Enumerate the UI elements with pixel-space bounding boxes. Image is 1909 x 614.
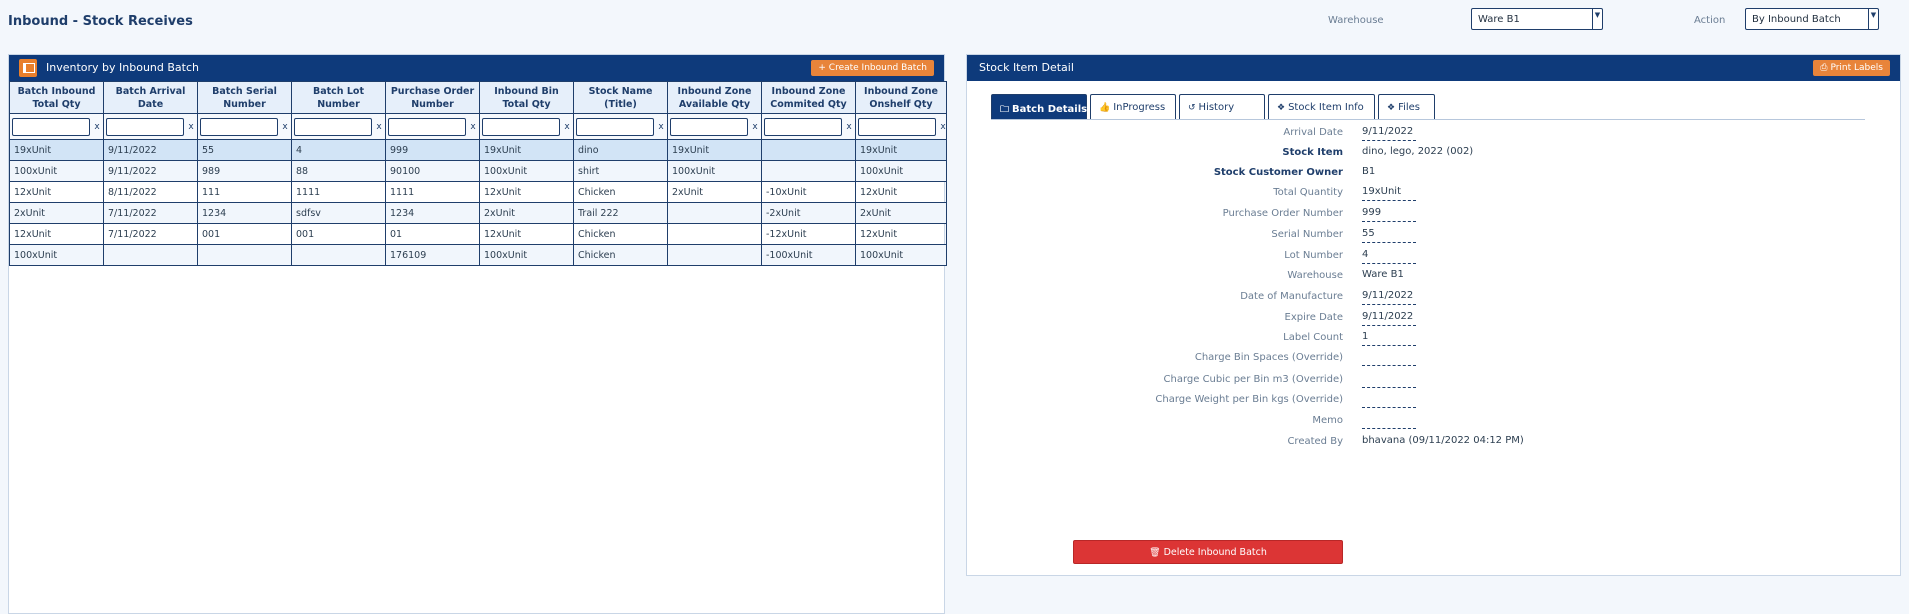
detail-label: Label Count <box>1283 332 1343 343</box>
table-cell: Chicken <box>574 245 668 266</box>
tab-label: Stock Item Info <box>1288 102 1364 113</box>
detail-label: Lot Number <box>1284 250 1343 261</box>
filter-cell <box>292 114 386 140</box>
table-cell: shirt <box>574 161 668 182</box>
table-cell: 1111 <box>386 182 480 203</box>
filter-input[interactable] <box>576 118 654 136</box>
table-cell <box>762 140 856 161</box>
editable-field[interactable]: 999 <box>1362 207 1416 222</box>
table-cell: 55 <box>198 140 292 161</box>
tab-batch-details[interactable] <box>991 94 1087 120</box>
table-cell: 999 <box>386 140 480 161</box>
detail-label: Expire Date <box>1284 312 1343 323</box>
table-cell: 100xUnit <box>856 245 947 266</box>
table-row[interactable] <box>10 245 947 266</box>
editable-field[interactable] <box>1362 393 1416 408</box>
table-cell: 12xUnit <box>480 182 574 203</box>
page-title: Inbound - Stock Receives <box>8 14 193 29</box>
table-cell: Trail 222 <box>574 203 668 224</box>
table-cell: 7/11/2022 <box>104 224 198 245</box>
table-row[interactable] <box>10 161 947 182</box>
table-cell: 100xUnit <box>480 245 574 266</box>
editable-field[interactable]: 55 <box>1362 228 1416 243</box>
table-cell: -100xUnit <box>762 245 856 266</box>
warehouse-select-value: Ware B1 <box>1478 14 1520 25</box>
thumbs-up-icon: 👍 <box>1099 103 1111 113</box>
column-header[interactable]: Batch Arrival Date <box>104 82 198 114</box>
detail-value: dino, lego, 2022 (002) <box>1362 146 1474 157</box>
table-cell: 90100 <box>386 161 480 182</box>
editable-field[interactable] <box>1362 373 1416 388</box>
filter-row <box>10 114 947 140</box>
table-cell <box>198 245 292 266</box>
filter-cell <box>856 114 947 140</box>
inventory-panel-header <box>9 55 944 81</box>
editable-field[interactable] <box>1362 414 1416 429</box>
create-inbound-batch-button[interactable]: + Create Inbound Batch <box>811 60 934 76</box>
table-cell <box>292 245 386 266</box>
files-icon: ❖ <box>1387 103 1396 113</box>
filter-input[interactable] <box>12 118 90 136</box>
boxes-icon: ❖ <box>1277 103 1286 113</box>
detail-label: Charge Cubic per Bin m3 (Override) <box>1163 374 1343 385</box>
chevron-down-icon: ▼ <box>1592 9 1602 29</box>
filter-input[interactable] <box>482 118 560 136</box>
clear-filter-button[interactable]: x <box>282 121 288 132</box>
detail-label: Stock Customer Owner <box>1213 167 1343 178</box>
table-row[interactable] <box>10 224 947 245</box>
table-cell: 12xUnit <box>10 224 104 245</box>
table-cell <box>668 203 762 224</box>
print-labels-label: Print Labels <box>1830 63 1883 73</box>
clear-filter-button[interactable]: x <box>470 121 476 132</box>
editable-field[interactable]: 19xUnit <box>1362 186 1416 201</box>
table-cell: 01 <box>386 224 480 245</box>
filter-cell <box>762 114 856 140</box>
table-cell: 989 <box>198 161 292 182</box>
filter-input[interactable] <box>670 118 748 136</box>
table-cell: 100xUnit <box>668 161 762 182</box>
table-cell <box>104 245 198 266</box>
column-header[interactable]: Stock Name (Title) <box>574 82 668 114</box>
action-select[interactable] <box>1745 8 1879 30</box>
inventory-panel <box>8 54 945 614</box>
tab-label: InProgress <box>1113 102 1166 113</box>
tab-stock-item-info[interactable] <box>1268 94 1375 120</box>
table-cell: 12xUnit <box>856 224 947 245</box>
clear-filter-button[interactable]: x <box>376 121 382 132</box>
table-cell: 100xUnit <box>10 245 104 266</box>
inventory-table <box>9 81 947 266</box>
table-cell: 2xUnit <box>10 203 104 224</box>
clear-filter-button[interactable]: x <box>940 121 946 132</box>
action-select-value: By Inbound Batch <box>1752 14 1841 25</box>
table-cell: dino <box>574 140 668 161</box>
filter-cell <box>574 114 668 140</box>
filter-cell <box>386 114 480 140</box>
inventory-panel-title: Inventory by Inbound Batch <box>46 61 199 74</box>
clear-filter-button[interactable]: x <box>188 121 194 132</box>
table-cell: 1111 <box>292 182 386 203</box>
table-cell: 12xUnit <box>480 224 574 245</box>
column-header[interactable]: Inbound Zone Onshelf Qty <box>856 82 947 114</box>
table-cell: 9/11/2022 <box>104 161 198 182</box>
chevron-down-icon: ▼ <box>1868 9 1878 29</box>
filter-cell <box>668 114 762 140</box>
clear-filter-button[interactable]: x <box>658 121 664 132</box>
table-cell: 100xUnit <box>856 161 947 182</box>
table-row[interactable] <box>10 182 947 203</box>
table-cell: -2xUnit <box>762 203 856 224</box>
table-cell: 12xUnit <box>10 182 104 203</box>
detail-label: Stock Item <box>1282 147 1343 158</box>
detail-value: Ware B1 <box>1362 269 1404 280</box>
stock-item-detail-panel <box>966 54 1901 576</box>
table-cell <box>668 224 762 245</box>
table-row[interactable] <box>10 203 947 224</box>
detail-label: Warehouse <box>1287 270 1343 281</box>
table-cell: 88 <box>292 161 386 182</box>
detail-label: Created By <box>1287 436 1343 447</box>
clear-filter-button[interactable]: x <box>564 121 570 132</box>
filter-input[interactable] <box>200 118 278 136</box>
editable-field[interactable]: 9/11/2022 <box>1362 311 1416 326</box>
table-cell <box>668 245 762 266</box>
warehouse-select[interactable] <box>1471 8 1603 30</box>
column-header[interactable]: Inbound Bin Total Qty <box>480 82 574 114</box>
filter-input[interactable] <box>106 118 184 136</box>
clear-filter-button[interactable]: x <box>752 121 758 132</box>
filter-input[interactable] <box>294 118 372 136</box>
trash-icon: 🗑 <box>1149 548 1161 558</box>
top-bar <box>0 0 1909 44</box>
table-cell: 12xUnit <box>856 182 947 203</box>
table-cell: 100xUnit <box>10 161 104 182</box>
column-header[interactable]: Batch Inbound Total Qty <box>10 82 104 114</box>
tab-label: History <box>1198 102 1235 113</box>
detail-label: Purchase Order Number <box>1222 208 1343 219</box>
table-cell: Chicken <box>574 182 668 203</box>
table-cell: 9/11/2022 <box>104 140 198 161</box>
tab-history[interactable] <box>1179 94 1265 120</box>
table-cell: 1234 <box>386 203 480 224</box>
tab-divider <box>991 119 1865 120</box>
printer-icon: ⎙ <box>1820 63 1828 73</box>
column-header[interactable]: Batch Lot Number <box>292 82 386 114</box>
column-header[interactable]: Inbound Zone Commited Qty <box>762 82 856 114</box>
table-cell <box>762 161 856 182</box>
table-cell: 2xUnit <box>668 182 762 203</box>
tab-label: Files <box>1398 102 1421 113</box>
detail-label: Arrival Date <box>1283 127 1343 138</box>
warehouse-label: Warehouse <box>1328 15 1384 26</box>
delete-inbound-batch-button[interactable] <box>1073 540 1343 564</box>
table-row[interactable] <box>10 140 947 161</box>
editable-field[interactable]: 4 <box>1362 249 1416 264</box>
table-cell: 19xUnit <box>10 140 104 161</box>
filter-input[interactable] <box>764 118 842 136</box>
table-cell: Chicken <box>574 224 668 245</box>
detail-value: bhavana (09/11/2022 04:12 PM) <box>1362 435 1524 446</box>
tab-label: Batch Details <box>1012 104 1088 115</box>
detail-value: B1 <box>1362 166 1376 177</box>
table-cell: 19xUnit <box>480 140 574 161</box>
filter-input[interactable] <box>858 118 936 136</box>
history-icon: ↺ <box>1188 103 1196 113</box>
filter-cell <box>10 114 104 140</box>
table-cell: 2xUnit <box>480 203 574 224</box>
table-cell: 7/11/2022 <box>104 203 198 224</box>
table-cell: 001 <box>292 224 386 245</box>
column-header[interactable]: Batch Serial Number <box>198 82 292 114</box>
column-header[interactable]: Inbound Zone Available Qty <box>668 82 762 114</box>
filter-input[interactable] <box>388 118 466 136</box>
detail-panel-header <box>967 55 1900 81</box>
filter-cell <box>104 114 198 140</box>
table-cell: 8/11/2022 <box>104 182 198 203</box>
detail-label: Memo <box>1312 415 1343 426</box>
table-cell: -10xUnit <box>762 182 856 203</box>
editable-field[interactable]: 1 <box>1362 331 1416 346</box>
filter-cell <box>198 114 292 140</box>
table-cell: 176109 <box>386 245 480 266</box>
table-icon <box>19 59 37 77</box>
detail-panel-title: Stock Item Detail <box>979 61 1074 74</box>
folder-icon: 🗀 <box>1000 105 1010 115</box>
table-header-row <box>10 82 947 114</box>
table-cell: 001 <box>198 224 292 245</box>
delete-inbound-batch-label: Delete Inbound Batch <box>1163 547 1267 558</box>
table-cell: sdfsv <box>292 203 386 224</box>
table-cell: -12xUnit <box>762 224 856 245</box>
filter-cell <box>480 114 574 140</box>
detail-label: Total Quantity <box>1273 187 1343 198</box>
table-cell: 100xUnit <box>480 161 574 182</box>
editable-field[interactable]: 9/11/2022 <box>1362 126 1416 141</box>
table-cell: 111 <box>198 182 292 203</box>
editable-field[interactable] <box>1362 351 1416 366</box>
detail-label: Charge Bin Spaces (Override) <box>1194 352 1343 363</box>
tab-inprogress[interactable] <box>1090 94 1176 120</box>
print-labels-button[interactable] <box>1813 60 1890 76</box>
table-cell: 4 <box>292 140 386 161</box>
table-cell: 2xUnit <box>856 203 947 224</box>
editable-field[interactable]: 9/11/2022 <box>1362 290 1416 305</box>
detail-label: Serial Number <box>1271 229 1343 240</box>
clear-filter-button[interactable]: x <box>846 121 852 132</box>
clear-filter-button[interactable]: x <box>94 121 100 132</box>
tab-files[interactable] <box>1378 94 1435 120</box>
detail-label: Date of Manufacture <box>1240 291 1343 302</box>
action-label: Action <box>1694 15 1726 26</box>
detail-label: Charge Weight per Bin kgs (Override) <box>1155 394 1343 405</box>
table-cell: 19xUnit <box>856 140 947 161</box>
table-cell: 19xUnit <box>668 140 762 161</box>
table-cell: 1234 <box>198 203 292 224</box>
column-header[interactable]: Purchase Order Number <box>386 82 480 114</box>
